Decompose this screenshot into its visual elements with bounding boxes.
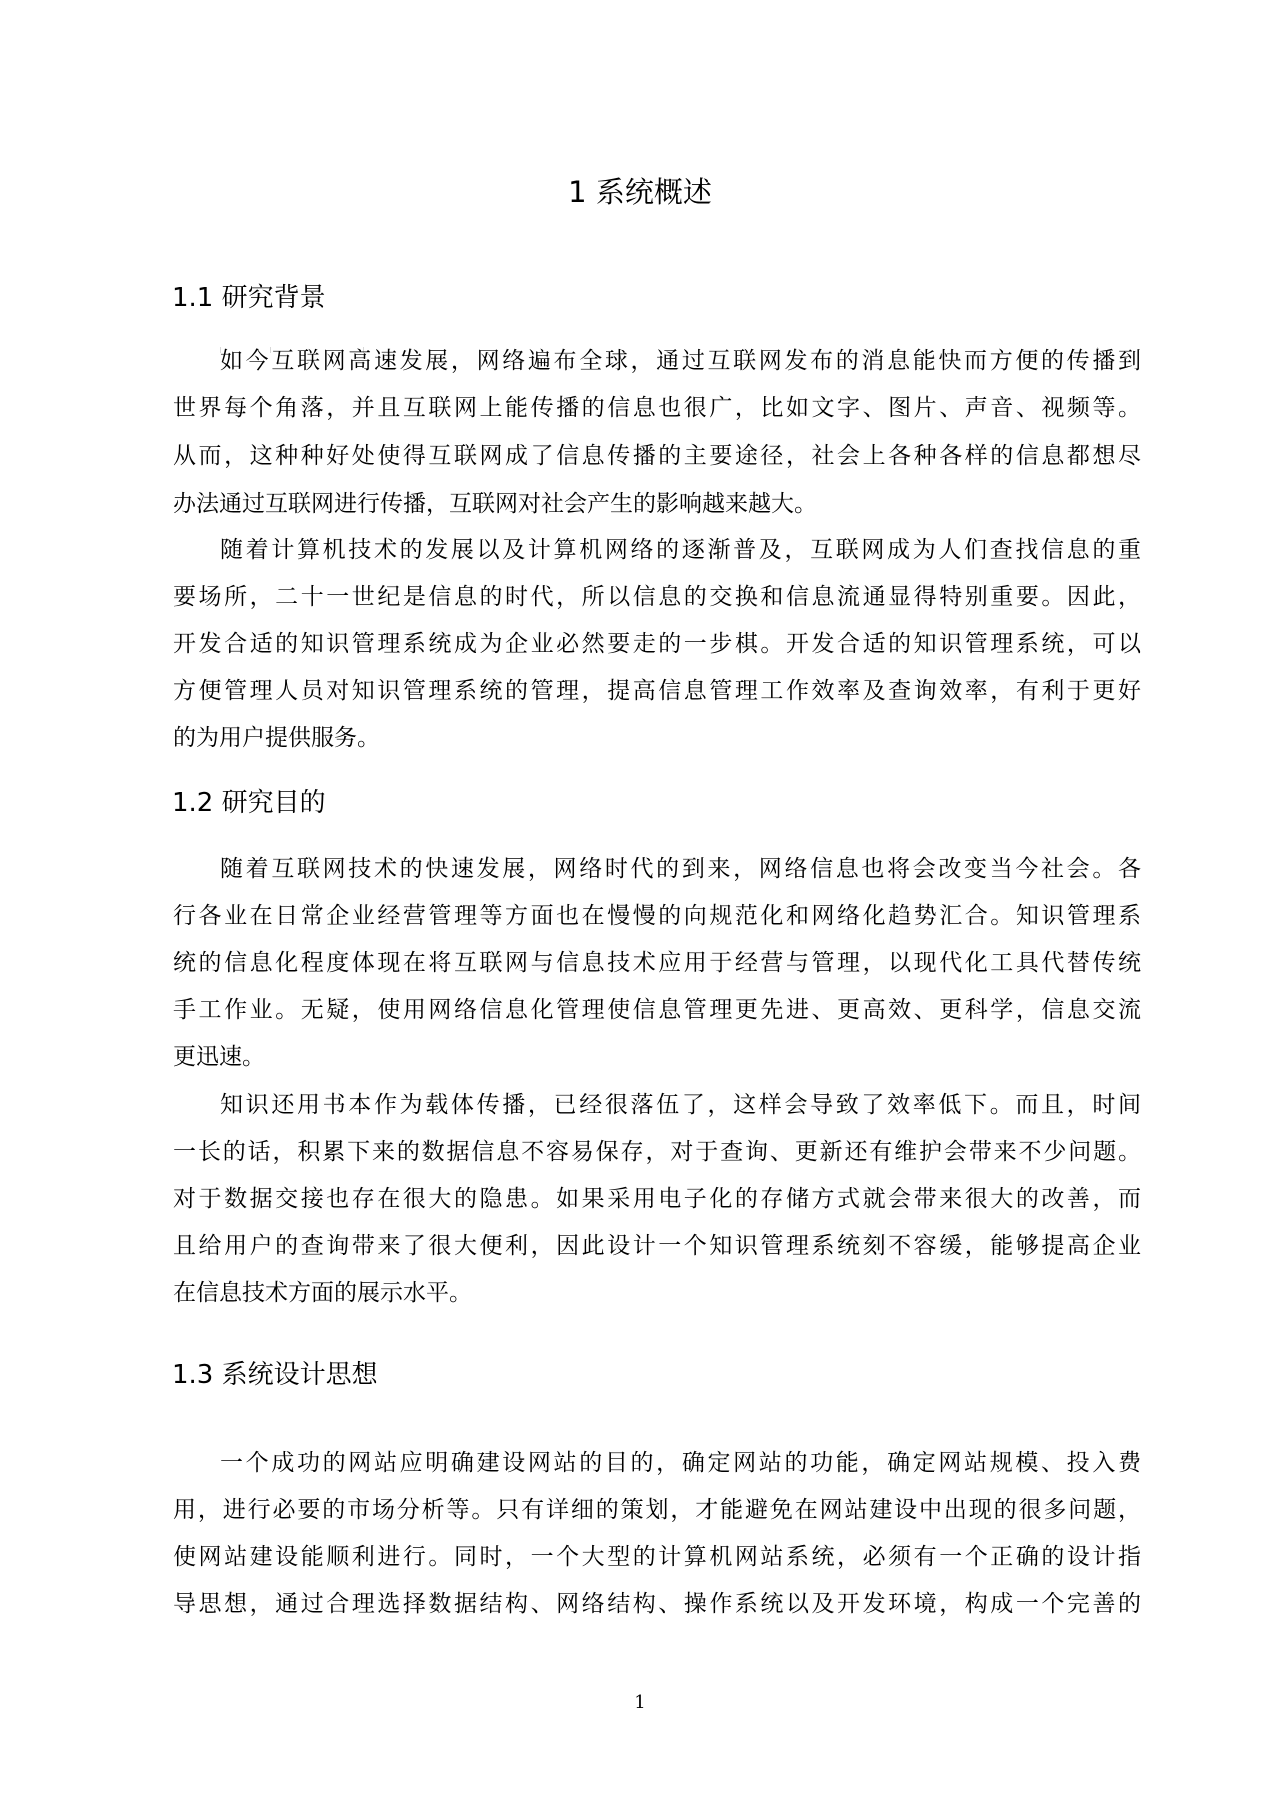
page-number: 1 [634,1692,646,1713]
paragraph-line: 方便管理人员对知识管理系统的管理，提高信息管理工作效率及查询效率，有利于更好 [173,678,1141,704]
section-heading-1-1: 1.1 研究背景 [172,283,326,313]
paragraph-line: 手工作业。无疑，使用网络信息化管理使信息管理更先进、更高效、更科学，信息交流 [173,997,1141,1023]
section-heading-1-2: 1.2 研究目的 [172,788,326,818]
paragraph-line: 更迅速。 [173,1044,265,1070]
paragraph-line: 一长的话，积累下来的数据信息不容易保存，对于查询、更新还有维护会带来不少问题。 [173,1139,1141,1165]
paragraph-line: 对于数据交接也存在很大的隐患。如果采用电子化的存储方式就会带来很大的改善，而 [173,1186,1141,1212]
paragraph-line: 如今互联网高速发展，网络遍布全球，通过互联网发布的消息能快而方便的传播到 [220,348,1141,374]
paragraph-line: 知识还用书本作为载体传播，已经很落伍了，这样会导致了效率低下。而且，时间 [220,1092,1141,1118]
paragraph-line: 用，进行必要的市场分析等。只有详细的策划，才能避免在网站建设中出现的很多问题， [173,1497,1141,1523]
paragraph-line: 要场所，二十一世纪是信息的时代，所以信息的交换和信息流通显得特别重要。因此， [173,584,1141,610]
section-heading-1-3: 1.3 系统设计思想 [172,1360,378,1390]
paragraph-line: 从而，这种种好处使得互联网成了信息传播的主要途径，社会上各种各样的信息都想尽 [173,443,1141,469]
paragraph-line: 使网站建设能顺利进行。同时，一个大型的计算机网站系统，必须有一个正确的设计指 [173,1544,1141,1570]
chapter-title: 1 系统概述 [568,175,712,209]
paragraph-line: 办法通过互联网进行传播，互联网对社会产生的影响越来越大。 [173,491,817,517]
paragraph-line: 一个成功的网站应明确建设网站的目的，确定网站的功能，确定网站规模、投入费 [220,1450,1141,1476]
paragraph-line: 统的信息化程度体现在将互联网与信息技术应用于经营与管理，以现代化工具代替传统 [173,950,1141,976]
paragraph-line: 开发合适的知识管理系统成为企业必然要走的一步棋。开发合适的知识管理系统，可以 [173,631,1141,657]
paragraph-line: 且给用户的查询带来了很大便利，因此设计一个知识管理系统刻不容缓，能够提高企业 [173,1233,1141,1259]
paragraph-line: 的为用户提供服务。 [173,725,380,751]
paragraph-line: 在信息技术方面的展示水平。 [173,1280,472,1306]
paragraph-line: 导思想，通过合理选择数据结构、网络结构、操作系统以及开发环境，构成一个完善的 [173,1591,1141,1617]
paragraph-line: 随着互联网技术的快速发展，网络时代的到来，网络信息也将会改变当今社会。各 [220,856,1141,882]
paragraph-line: 行各业在日常企业经营管理等方面也在慢慢的向规范化和网络化趋势汇合。知识管理系 [173,903,1141,929]
paragraph-line: 世界每个角落，并且互联网上能传播的信息也很广，比如文字、图片、声音、视频等。 [173,395,1141,421]
paragraph-line: 随着计算机技术的发展以及计算机网络的逐渐普及，互联网成为人们查找信息的重 [220,537,1141,563]
